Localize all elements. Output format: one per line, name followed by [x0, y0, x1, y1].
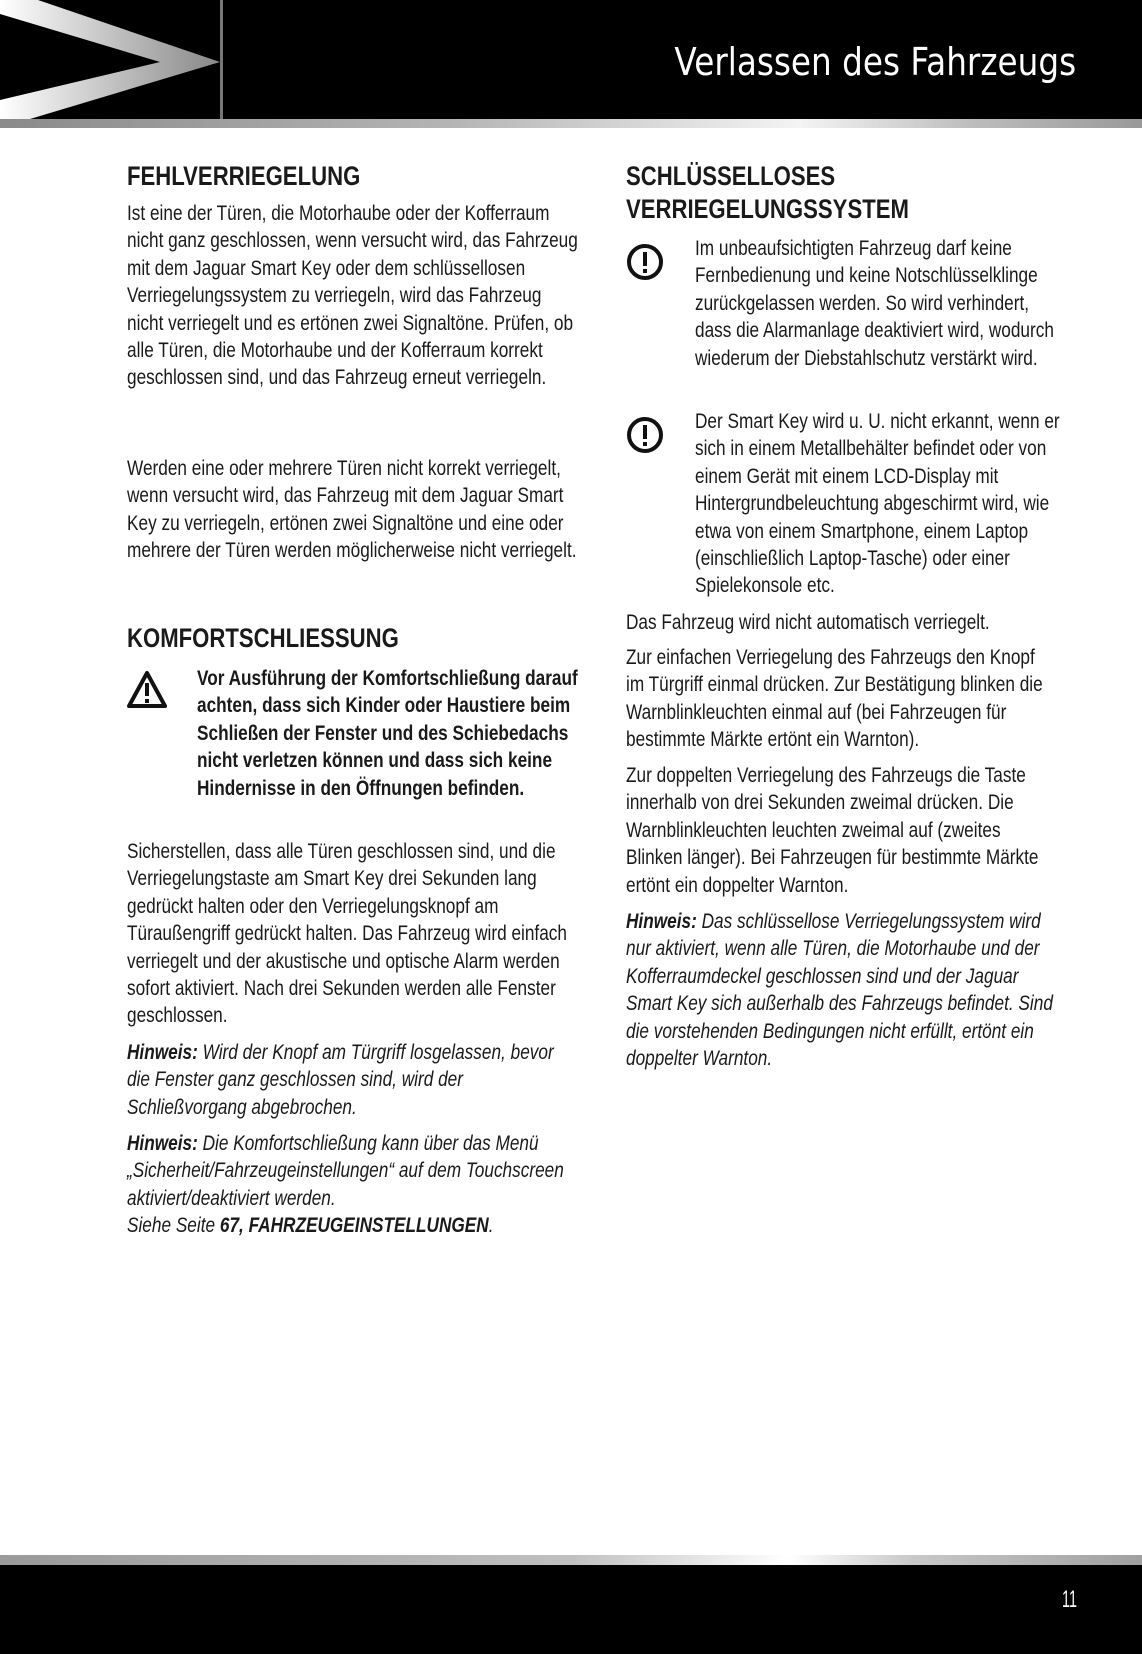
footer-divider: [0, 1555, 1142, 1565]
heading-line: VERRIEGELUNGSSYSTEM: [626, 194, 909, 224]
note-text: Das schlüssellose Verriegelungssystem wird nur aktiviert, wenn alle Türen, die Motorhaube und der Kofferraumdeckel geschlossen sind und der Jaguar Smart Key sich außerhalb des Fahrzeugs befindet. Sind die vorstehenden Bedingungen nicht erfüllt, ertönt ein doppelter Warnton.: [626, 910, 1053, 1071]
page-link[interactable]: 67: [219, 1214, 240, 1238]
header: [0, 0, 1142, 119]
paragraph: Das Fahrzeug wird nicht automatisch verriegelt.: [626, 611, 990, 634]
paragraph: Ist eine der Türen, die Motorhaube oder der Kofferraum nicht ganz geschlossen, wenn versucht wird, das Fahrzeug mit dem Jaguar Smart Key oder dem schlüssellosen Verriegelungssystem zu verriegeln, wird das Fahrzeug nicht verriegelt und es ertönen zwei Signaltöne. Prüfen, ob alle Türen, die Motorhaube und der Kofferraum korrekt geschlossen sind, und das Fahrzeug erneut verriegeln.: [127, 202, 578, 390]
heading-komfortschliessung: KOMFORTSCHLIESSUNG: [127, 623, 399, 653]
warning-text: Vor Ausführung der Komfortschließung darauf achten, dass sich Kinder oder Haustiere beim Schließen der Fenster und des Schiebedachs nicht verletzen können und dass sich keine Hindernisse in den Öffnungen befinden.: [197, 667, 578, 800]
heading-fehlverriegelung: FEHLVERRIEGELUNG: [127, 161, 361, 191]
note: [127, 1130, 578, 1240]
info-text: Der Smart Key wird u. U. nicht erkannt, wenn er sich in einem Metallbehälter befindet oder von einem Gerät mit einem LCD-Display mit Hintergrundbeleuchtung abgeschirmt wird, wie etwa von einem Smartphone, einem Laptop (einschließlich Laptop-Tasche) oder einer Spielekonsole etc.: [695, 410, 1060, 598]
paragraph: Zur einfachen Verriegelung des Fahrzeugs den Knopf im Türgriff einmal drücken. Zur Bestätigung blinken die Warnblinkleuchten einmal auf (bei Fahrzeugen für bestimmte Märkte ertönt ein Warnton).: [626, 646, 1043, 752]
section-link[interactable]: , FAHRZEUGEINSTELLUNGEN: [239, 1214, 489, 1238]
note-label: Hinweis:: [127, 1041, 198, 1064]
info-exclamation-icon: [626, 243, 664, 281]
note-label: Hinweis:: [127, 1132, 198, 1155]
header-divider: [0, 119, 1142, 128]
footer: [0, 1565, 1142, 1654]
heading-schluesselloses: [626, 160, 1085, 226]
info-exclamation-icon: [626, 416, 664, 454]
heading-line: SCHLÜSSELLOSES: [626, 161, 836, 191]
paragraph: Sicherstellen, dass alle Türen geschlossen sind, und die Verriegelungstaste am Smart Key drei Sekunden lang gedrückt halten oder den Verriegelungsknopf am Türaußengriff gedrückt halten. Das Fahrzeug wird einfach verriegelt und der akustische und optische Alarm werden sofort aktiviert. Nach drei Sekunden werden alle Fenster geschlossen.: [127, 840, 567, 1028]
info-text: Im unbeaufsichtigten Fahrzeug darf keine Fernbedienung und keine Notschlüsselklinge zurückgelassen werden. So wird verhindert, dass die Alarmanlage deaktiviert wird, wodurch wiederum der Diebstahlschutz verstärkt wird.: [695, 237, 1054, 370]
note: [626, 908, 1057, 1072]
note: [127, 1039, 578, 1121]
see-page-prefix: Siehe Seite: [127, 1214, 220, 1238]
chevron-logo-icon: [0, 0, 230, 119]
paragraph: Werden eine oder mehrere Türen nicht korrekt verriegelt, wenn versucht wird, das Fahrzeug mit dem Jaguar Smart Key zu verriegeln, ertönen zwei Signaltöne und eine oder mehrere der Türen werden möglicherweise nicht verriegelt.: [127, 457, 577, 563]
note-text: Wird der Knopf am Türgriff losgelassen, bevor die Fenster ganz geschlossen sind, wird der Schließvorgang abgebrochen.: [127, 1041, 554, 1119]
note-label: Hinweis:: [626, 910, 697, 933]
paragraph: Zur doppelten Verriegelung des Fahrzeugs die Taste innerhalb von drei Sekunden zweimal drücken. Die Warnblinkleuchten leuchten zweimal auf (zweites Blinken länger). Bei Fahrzeugen für bestimmte Märkte ertönt ein doppelter Warnton.: [626, 764, 1039, 897]
see-suffix: .: [488, 1214, 494, 1238]
page-title: Verlassen des Fahrzeugs: [674, 40, 1076, 84]
page-number: 11: [1062, 1586, 1077, 1613]
note-text: Die Komfortschließung kann über das Menü „Sicherheit/Fahrzeugeinstellungen“ auf dem Touchscreen aktiviert/deaktiviert werden.: [127, 1132, 564, 1210]
warning-triangle-icon: [127, 670, 167, 710]
